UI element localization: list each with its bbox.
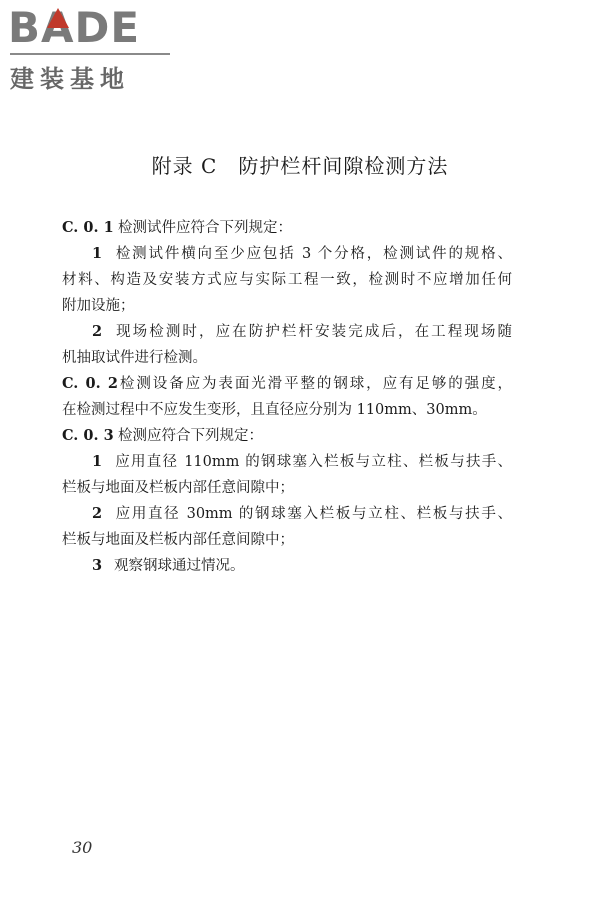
clause-c03-item3-line-1 bbox=[62, 553, 512, 579]
item-number: 2 bbox=[92, 323, 103, 340]
logo-triangle-icon bbox=[47, 8, 69, 28]
item-number: 3 bbox=[92, 557, 103, 574]
clause-c01-item1-line-3: 附加设施； bbox=[62, 298, 135, 314]
clause-text: 检测设备应为表面光滑平整的钢球，应有足够的强度， bbox=[118, 376, 512, 392]
item-number: 1 bbox=[92, 453, 103, 470]
clause-c02-line-2: 在检测过程中不应发生变形，且直径应分别为 110mm、30mm。 bbox=[62, 402, 487, 418]
clause-number: C. 0. 1 bbox=[62, 219, 114, 236]
clause-c01-item2-line-1 bbox=[62, 319, 512, 345]
clause-c03-item2-line-2: 栏板与地面及栏板内部任意间隙中； bbox=[62, 532, 294, 548]
logo-letter-a bbox=[41, 3, 75, 52]
clause-c01-item1-line-2: 材料、构造及安装方式应与实际工程一致，检测时不应增加任何 bbox=[62, 272, 512, 288]
logo-letter-a-text: A bbox=[41, 3, 75, 52]
item-text: 观察钢球通过情况。 bbox=[114, 558, 245, 574]
clause-number: C. 0. 2 bbox=[62, 375, 118, 392]
clause-c01-item1-line-1 bbox=[62, 241, 512, 267]
bade-logo bbox=[8, 3, 178, 94]
logo-subtitle: 建装基地 bbox=[10, 65, 130, 93]
page-number: 30 bbox=[72, 838, 93, 857]
clause-c01-item2-line-2: 机抽取试件进行检测。 bbox=[62, 350, 207, 366]
appendix-title: 附录 C 防护栏杆间隙检测方法 bbox=[151, 154, 449, 178]
item-text: 现场检测时，应在防护栏杆安装完成后，在工程现场随 bbox=[114, 324, 512, 340]
item-number: 1 bbox=[92, 245, 103, 262]
clause-text: 检测试件应符合下列规定： bbox=[118, 220, 292, 236]
logo-letters-de: DE bbox=[74, 3, 141, 52]
clause-c03-line-1 bbox=[62, 423, 512, 449]
clause-c01-line-1 bbox=[62, 215, 512, 241]
item-text: 应用直径 30mm 的钢球塞入栏板与立柱、栏板与扶手、 bbox=[114, 506, 512, 522]
document-body bbox=[62, 215, 512, 579]
logo-letter-b: B bbox=[8, 3, 42, 52]
clause-c03-item1-line-2: 栏板与地面及栏板内部任意间隙中； bbox=[62, 480, 294, 496]
clause-c03-item2-line-1 bbox=[62, 501, 512, 527]
item-text: 检测试件横向至少应包括 3 个分格，检测试件的规格、 bbox=[114, 246, 512, 262]
logo-wordmark bbox=[8, 3, 178, 52]
item-text: 应用直径 110mm 的钢球塞入栏板与立柱、栏板与扶手、 bbox=[114, 454, 512, 470]
clause-text: 检测应符合下列规定： bbox=[118, 428, 263, 444]
item-number: 2 bbox=[92, 505, 103, 522]
clause-c03-item1-line-1 bbox=[62, 449, 512, 475]
clause-c02-line-1 bbox=[62, 371, 512, 397]
logo-divider bbox=[10, 53, 170, 55]
clause-number: C. 0. 3 bbox=[62, 427, 114, 444]
